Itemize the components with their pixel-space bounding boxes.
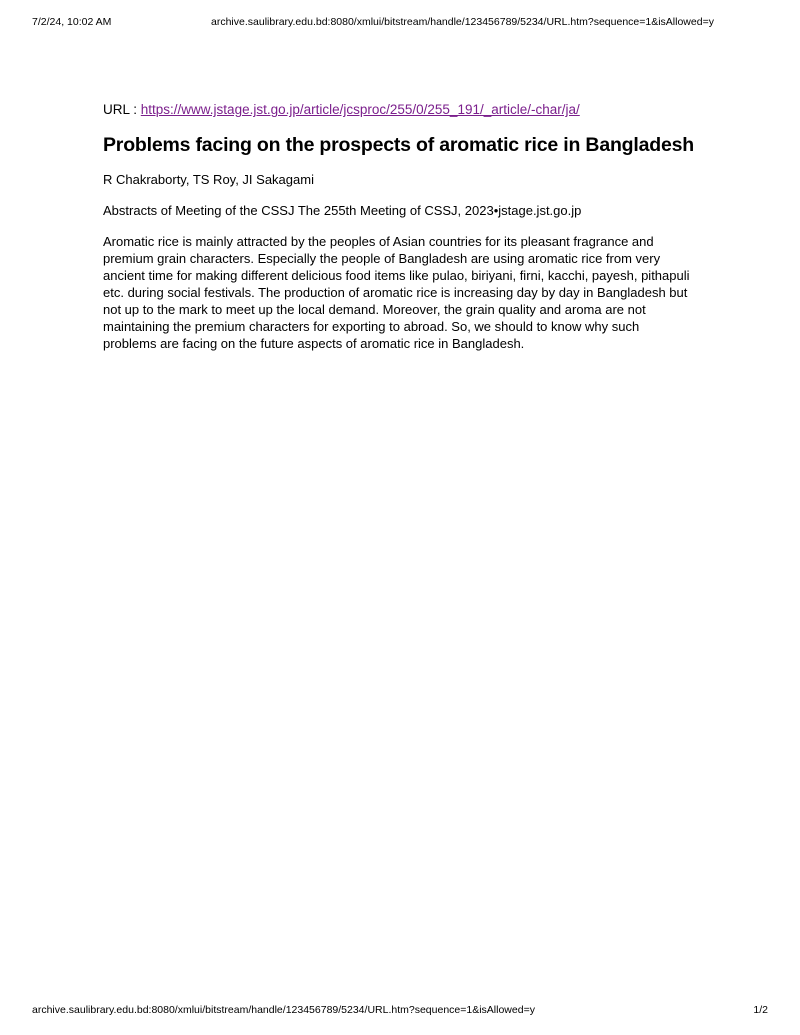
print-footer-url: archive.saulibrary.edu.bd:8080/xmlui/bitstream/handle/123456789/5234/URL.htm?sequence=1&isAllowed=y [32, 1004, 535, 1016]
print-footer [0, 1004, 800, 1020]
url-line [103, 100, 693, 120]
print-datetime: 7/2/24, 10:02 AM [32, 16, 112, 28]
article-abstract: Aromatic rice is mainly attracted by the peoples of Asian countries for its pleasant fragrance and premium grain characters. Especially the people of Bangladesh are using aromatic rice from very ancient time for making different delicious food items like pulao, biriyani, firni, kacchi, payesh, pithapuli etc. during social festivals. The production of aromatic rice is increasing day by day in Bangladesh but not up to the mark to meet up the local demand. Moreover, the grain quality and aroma are not maintaining the premium characters for exporting to abroad. So, we should to know why such problems are facing on the future aspects of aromatic rice in Bangladesh. [103, 234, 690, 351]
page-number: 1/2 [753, 1004, 768, 1016]
document-body [103, 100, 693, 352]
print-header-url: archive.saulibrary.edu.bd:8080/xmlui/bitstream/handle/123456789/5234/URL.htm?sequence=1&isAllowed=y [211, 16, 714, 28]
article-authors: R Chakraborty, TS Roy, JI Sakagami [103, 172, 314, 187]
url-label: URL : [103, 102, 138, 117]
article-title: Problems facing on the prospects of aromatic rice in Bangladesh [103, 134, 694, 156]
article-link[interactable]: https://www.jstage.jst.go.jp/article/jcsproc/255/0/255_191/_article/-char/ja/ [140, 102, 580, 117]
article-source: Abstracts of Meeting of the CSSJ The 255th Meeting of CSSJ, 2023•jstage.jst.go.jp [103, 203, 582, 218]
print-header [0, 16, 800, 32]
